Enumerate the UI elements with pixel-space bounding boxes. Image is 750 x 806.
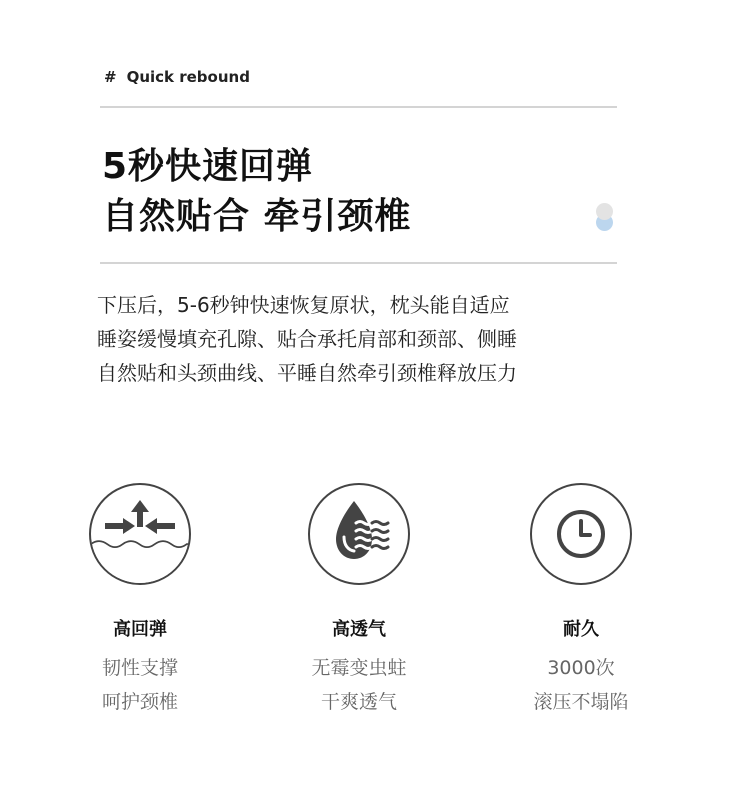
description-line-3: 自然贴和头颈曲线、平睡自然牵引颈椎释放压力 <box>97 361 517 385</box>
feature-line-1: 韧性支撑 <box>101 657 178 679</box>
feature-title: 耐久 <box>563 619 599 640</box>
headline <box>102 142 412 242</box>
headline-line-2: 自然贴合 牵引颈椎 <box>102 196 412 237</box>
feature-rebound <box>40 483 240 719</box>
water-drop-waves-icon <box>308 483 410 585</box>
description-line-2: 睡姿缓慢填充孔隙、贴合承托肩部和颈部、侧睡 <box>97 327 517 351</box>
grey-dot <box>596 203 613 220</box>
clock-icon <box>530 483 632 585</box>
tag-text: Quick rebound <box>126 68 250 86</box>
feature-line-2: 呵护颈椎 <box>101 691 178 713</box>
feature-line-2: 滚压不塌陷 <box>533 691 629 713</box>
tag-hash: # <box>104 68 117 86</box>
feature-title: 高透气 <box>332 619 386 640</box>
section-tag <box>104 68 250 86</box>
headline-line-1: 5秒快速回弹 <box>102 146 314 187</box>
feature-breathable <box>259 483 459 719</box>
top-divider <box>100 106 617 108</box>
feature-line-2: 干爽透气 <box>320 691 397 713</box>
bottom-divider <box>100 262 617 264</box>
feature-title: 高回弹 <box>113 619 167 640</box>
rebound-arrows-icon <box>89 483 191 585</box>
decorative-dots <box>596 203 614 233</box>
description-line-1: 下压后，5-6秒钟快速恢复原状，枕头能自适应 <box>97 293 510 317</box>
feature-line-1: 3000次 <box>547 657 615 679</box>
feature-durable <box>481 483 681 719</box>
feature-line-1: 无霉变虫蛀 <box>311 657 407 679</box>
description <box>97 288 517 390</box>
